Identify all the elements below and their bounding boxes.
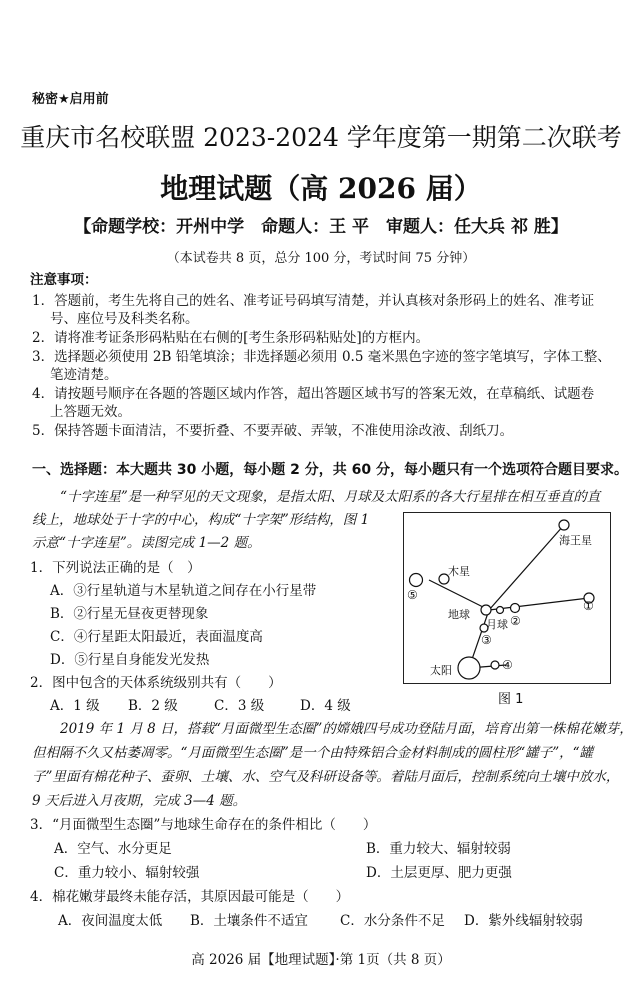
passage2-line: 2019 年 1 月 8 日，搭载“月面微型生态圈”的嫦娥四号成功登陆月面，培育出第一株棉花嫩芽， — [60, 721, 633, 737]
secret-label: 秘密★启用前 — [32, 92, 109, 107]
label-4: ④ — [502, 658, 513, 672]
q4-option: C．水分条件不足 — [340, 913, 445, 929]
line-earth-1 — [489, 598, 589, 610]
label-1: ① — [583, 599, 594, 613]
subject-title: 地理试题（高 2026 届） — [160, 172, 482, 205]
q4-stem: 4．棉花嫩芽最终未能存活，其原因最可能是（ ） — [30, 889, 350, 905]
q3-option: A．空气、水分更足 — [54, 841, 172, 857]
exam-info: （本试卷共 8 页，总分 100 分，考试时间 75 分钟） — [166, 251, 476, 266]
planet4-body — [491, 661, 499, 669]
line-earth-jupiter — [429, 580, 489, 610]
figure-1-solar-cross — [403, 512, 611, 684]
earth-body — [481, 605, 491, 615]
q1-option: B．②行星无昼夜更替现象 — [50, 606, 209, 622]
passage-line: 示意“十字连星”。读图完成 1—2 题。 — [32, 535, 261, 551]
moon-body — [497, 607, 504, 614]
q4-option: B．土壤条件不适宜 — [190, 913, 308, 929]
label-2: ② — [510, 614, 521, 628]
q3-option: B．重力较大、辐射较弱 — [366, 841, 511, 857]
q2-stem: 2．图中包含的天体系统级别共有（ ） — [30, 675, 282, 691]
section-heading: 一、选择题：本大题共 30 小题，每小题 2 分，共 60 分，每小题只有一个选项符合题目要求。 — [32, 462, 628, 478]
notice-line: 4．请按题号顺序在各题的答题区域内作答，超出答题区域书写的答案无效，在草稿纸、试题卷 — [32, 386, 595, 402]
passage2-line: 子”里面有棉花种子、蚕卵、土壤、水、空气及科研设备等。着陆月面后，控制系统向土壤中放水， — [32, 769, 620, 785]
q4-option: A．夜间温度太低 — [58, 913, 163, 929]
q3-option: D．土层更厚、肥力更强 — [366, 865, 512, 881]
label-5: ⑤ — [407, 588, 418, 602]
passage-line: “十字连星”是一种罕见的天文现象，是指太阳、月球及太阳系的各大行星排在相互垂直的直 — [60, 489, 601, 505]
q2-option: A．1 级 — [50, 698, 100, 714]
label-moon: 月球 — [486, 618, 508, 631]
passage2-line: 但相隔不久又枯萎凋零。“月面微型生态圈”是一个由特殊铝合金材料制成的圆柱形“罐子”，“罐 — [32, 745, 594, 761]
notice-line: 1．答题前，考生先将自己的姓名、准考证号码填写清楚，并认真核对条形码上的姓名、准考证 — [32, 293, 595, 309]
figure-diagram — [404, 513, 609, 682]
label-3: ③ — [481, 633, 492, 647]
passage-line: 线上，地球处于十字的中心，构成“十字架”形结构，图 1 — [32, 512, 370, 528]
notice-line: 2．请将准考证条形码粘贴在右侧的[考生条形码粘贴处]的方框内。 — [32, 330, 430, 346]
q1-stem: 1．下列说法正确的是（ ） — [30, 560, 201, 576]
label-jupiter: 木星 — [448, 565, 470, 578]
q1-option: D．⑤行星自身能发光发热 — [50, 652, 210, 668]
label-earth: 地球 — [448, 608, 470, 621]
q2-option: B．2 级 — [128, 698, 178, 714]
sun-body — [458, 657, 480, 679]
exam-title: 重庆市名校联盟 2023-2024 学年度第一期第二次联考 — [20, 123, 622, 152]
authors-line: 【命题学校：开州中学 命题人：王 平 审题人：任大兵 祁 胜】 — [74, 217, 568, 237]
notice-line: 号、座位号及科类名称。 — [50, 311, 199, 327]
notice-line: 笔迹清楚。 — [50, 367, 118, 383]
figure-caption: 图 1 — [498, 692, 524, 707]
planet5-body — [410, 574, 423, 587]
label-sun: 太阳 — [430, 664, 452, 677]
q2-option: C．3 级 — [214, 698, 265, 714]
q3-stem: 3．“月面微型生态圈”与地球生命存在的条件相比（ ） — [30, 817, 377, 833]
neptune-body — [559, 520, 569, 530]
passage2-line: 9 天后进入月夜期，完成 3—4 题。 — [32, 793, 247, 809]
notice-line: 5．保持答题卡面清洁，不要折叠、不要弄破、弄皱，不准使用涂改液、刮纸刀。 — [32, 423, 514, 439]
notice-heading: 注意事项： — [30, 272, 98, 288]
planet2-body — [511, 604, 520, 613]
label-neptune: 海王星 — [559, 534, 592, 547]
q3-option: C．重力较小、辐射较强 — [54, 865, 200, 881]
page-footer: 高 2026 届【地理试题】·第 1页（共 8 页） — [191, 952, 451, 968]
q2-option: D．4 级 — [300, 698, 351, 714]
line-earth-neptune — [489, 525, 564, 610]
notice-line: 3．选择题必须使用 2B 铅笔填涂；非选择题必须用 0.5 毫米黑色字迹的签字笔填写，字体工整、 — [32, 349, 611, 365]
q1-option: A．③行星轨道与木星轨道之间存在小行星带 — [50, 583, 317, 599]
notice-line: 上答题无效。 — [50, 404, 131, 420]
q4-option: D．紫外线辐射较弱 — [464, 913, 583, 929]
q1-option: C．④行星距太阳最近，表面温度高 — [50, 629, 263, 645]
